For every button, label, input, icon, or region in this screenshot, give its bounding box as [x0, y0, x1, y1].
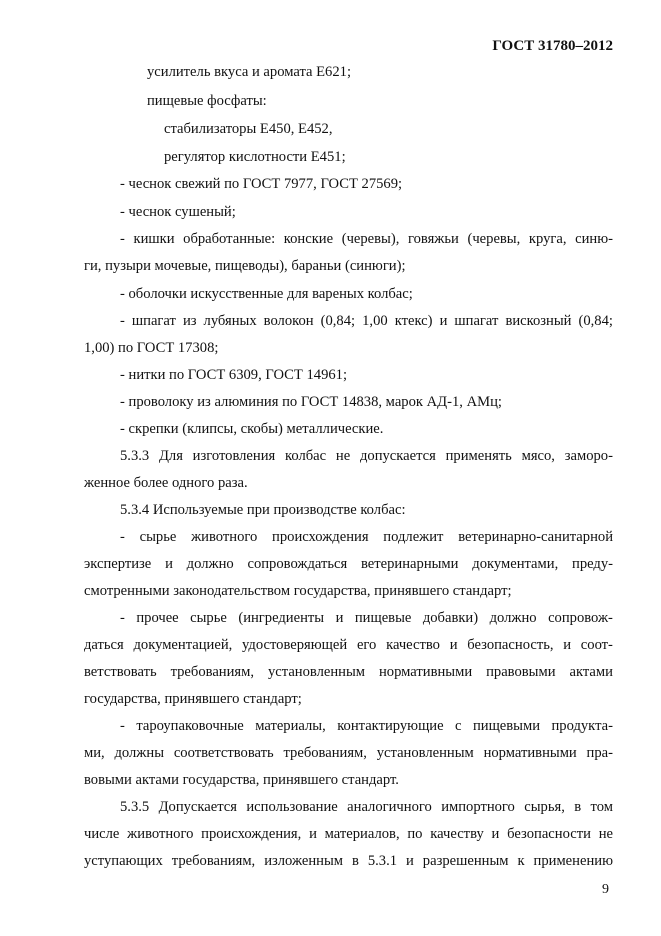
text-line: женное более одного раза. [84, 475, 248, 491]
text-line: 5.3.4 Используемые при производстве колбас: [120, 502, 406, 518]
text-line: даться документацией, удостоверяющей его качество и безопасность, и соот- [84, 637, 613, 653]
text-line: ветствовать требованиям, установленным нормативными правовыми актами [84, 664, 613, 680]
text-line: - кишки обработанные: конские (черевы), говяжьи (черевы, круга, синю- [120, 231, 613, 247]
text-line: - тароупаковочные материалы, контактирующие с пищевыми продукта- [120, 718, 613, 734]
text-line: регулятор кислотности Е451; [164, 149, 346, 165]
text-line: числе животного происхождения, и материалов, по качеству и безопасности не [84, 826, 613, 842]
text-line: смотренными законодательством государства, принявшего стандарт; [84, 583, 512, 599]
text-line: - нитки по ГОСТ 6309, ГОСТ 14961; [120, 367, 348, 383]
text-line: ги, пузыри мочевые, пищеводы), бараньи (синюги); [84, 258, 406, 274]
text-line: - оболочки искусственные для вареных колбас; [120, 286, 413, 302]
text-line: стабилизаторы Е450, Е452, [164, 121, 333, 137]
text-line: уступающих требованиям, изложенным в 5.3.1 и разрешенным к применению [84, 853, 613, 869]
text-line: - шпагат из лубяных волокон (0,84; 1,00 ктекс) и шпагат вискозный (0,84; [120, 313, 613, 329]
text-line: ми, должны соответствовать требованиям, установленным нормативными пра- [84, 745, 613, 761]
document-header-standard: ГОСТ 31780–2012 [492, 38, 613, 54]
text-line: вовыми актами государства, принявшего стандарт. [84, 772, 399, 788]
text-line: - проволоку из алюминия по ГОСТ 14838, марок АД-1, АМц; [120, 394, 502, 410]
text-line: усилитель вкуса и аромата Е621; [147, 64, 351, 80]
text-line: 5.3.3 Для изготовления колбас не допускается применять мясо, заморо- [120, 448, 613, 464]
text-line: - скрепки (клипсы, скобы) металлические. [120, 421, 384, 437]
text-line: - чеснок сушеный; [120, 204, 236, 220]
text-line: - сырье животного происхождения подлежит ветеринарно-санитарной [120, 529, 613, 545]
page-number: 9 [602, 882, 609, 897]
text-line: - чеснок свежий по ГОСТ 7977, ГОСТ 27569; [120, 176, 403, 192]
text-line: экспертизе и должно сопровождаться ветеринарными документами, преду- [84, 556, 613, 572]
text-line: 5.3.5 Допускается использование аналогичного импортного сырья, в том [120, 799, 613, 815]
text-line: 1,00) по ГОСТ 17308; [84, 340, 219, 356]
text-line: пищевые фосфаты: [147, 93, 267, 109]
text-line: - прочее сырье (ингредиенты и пищевые добавки) должно сопровож- [120, 610, 613, 626]
text-line: государства, принявшего стандарт; [84, 691, 302, 707]
